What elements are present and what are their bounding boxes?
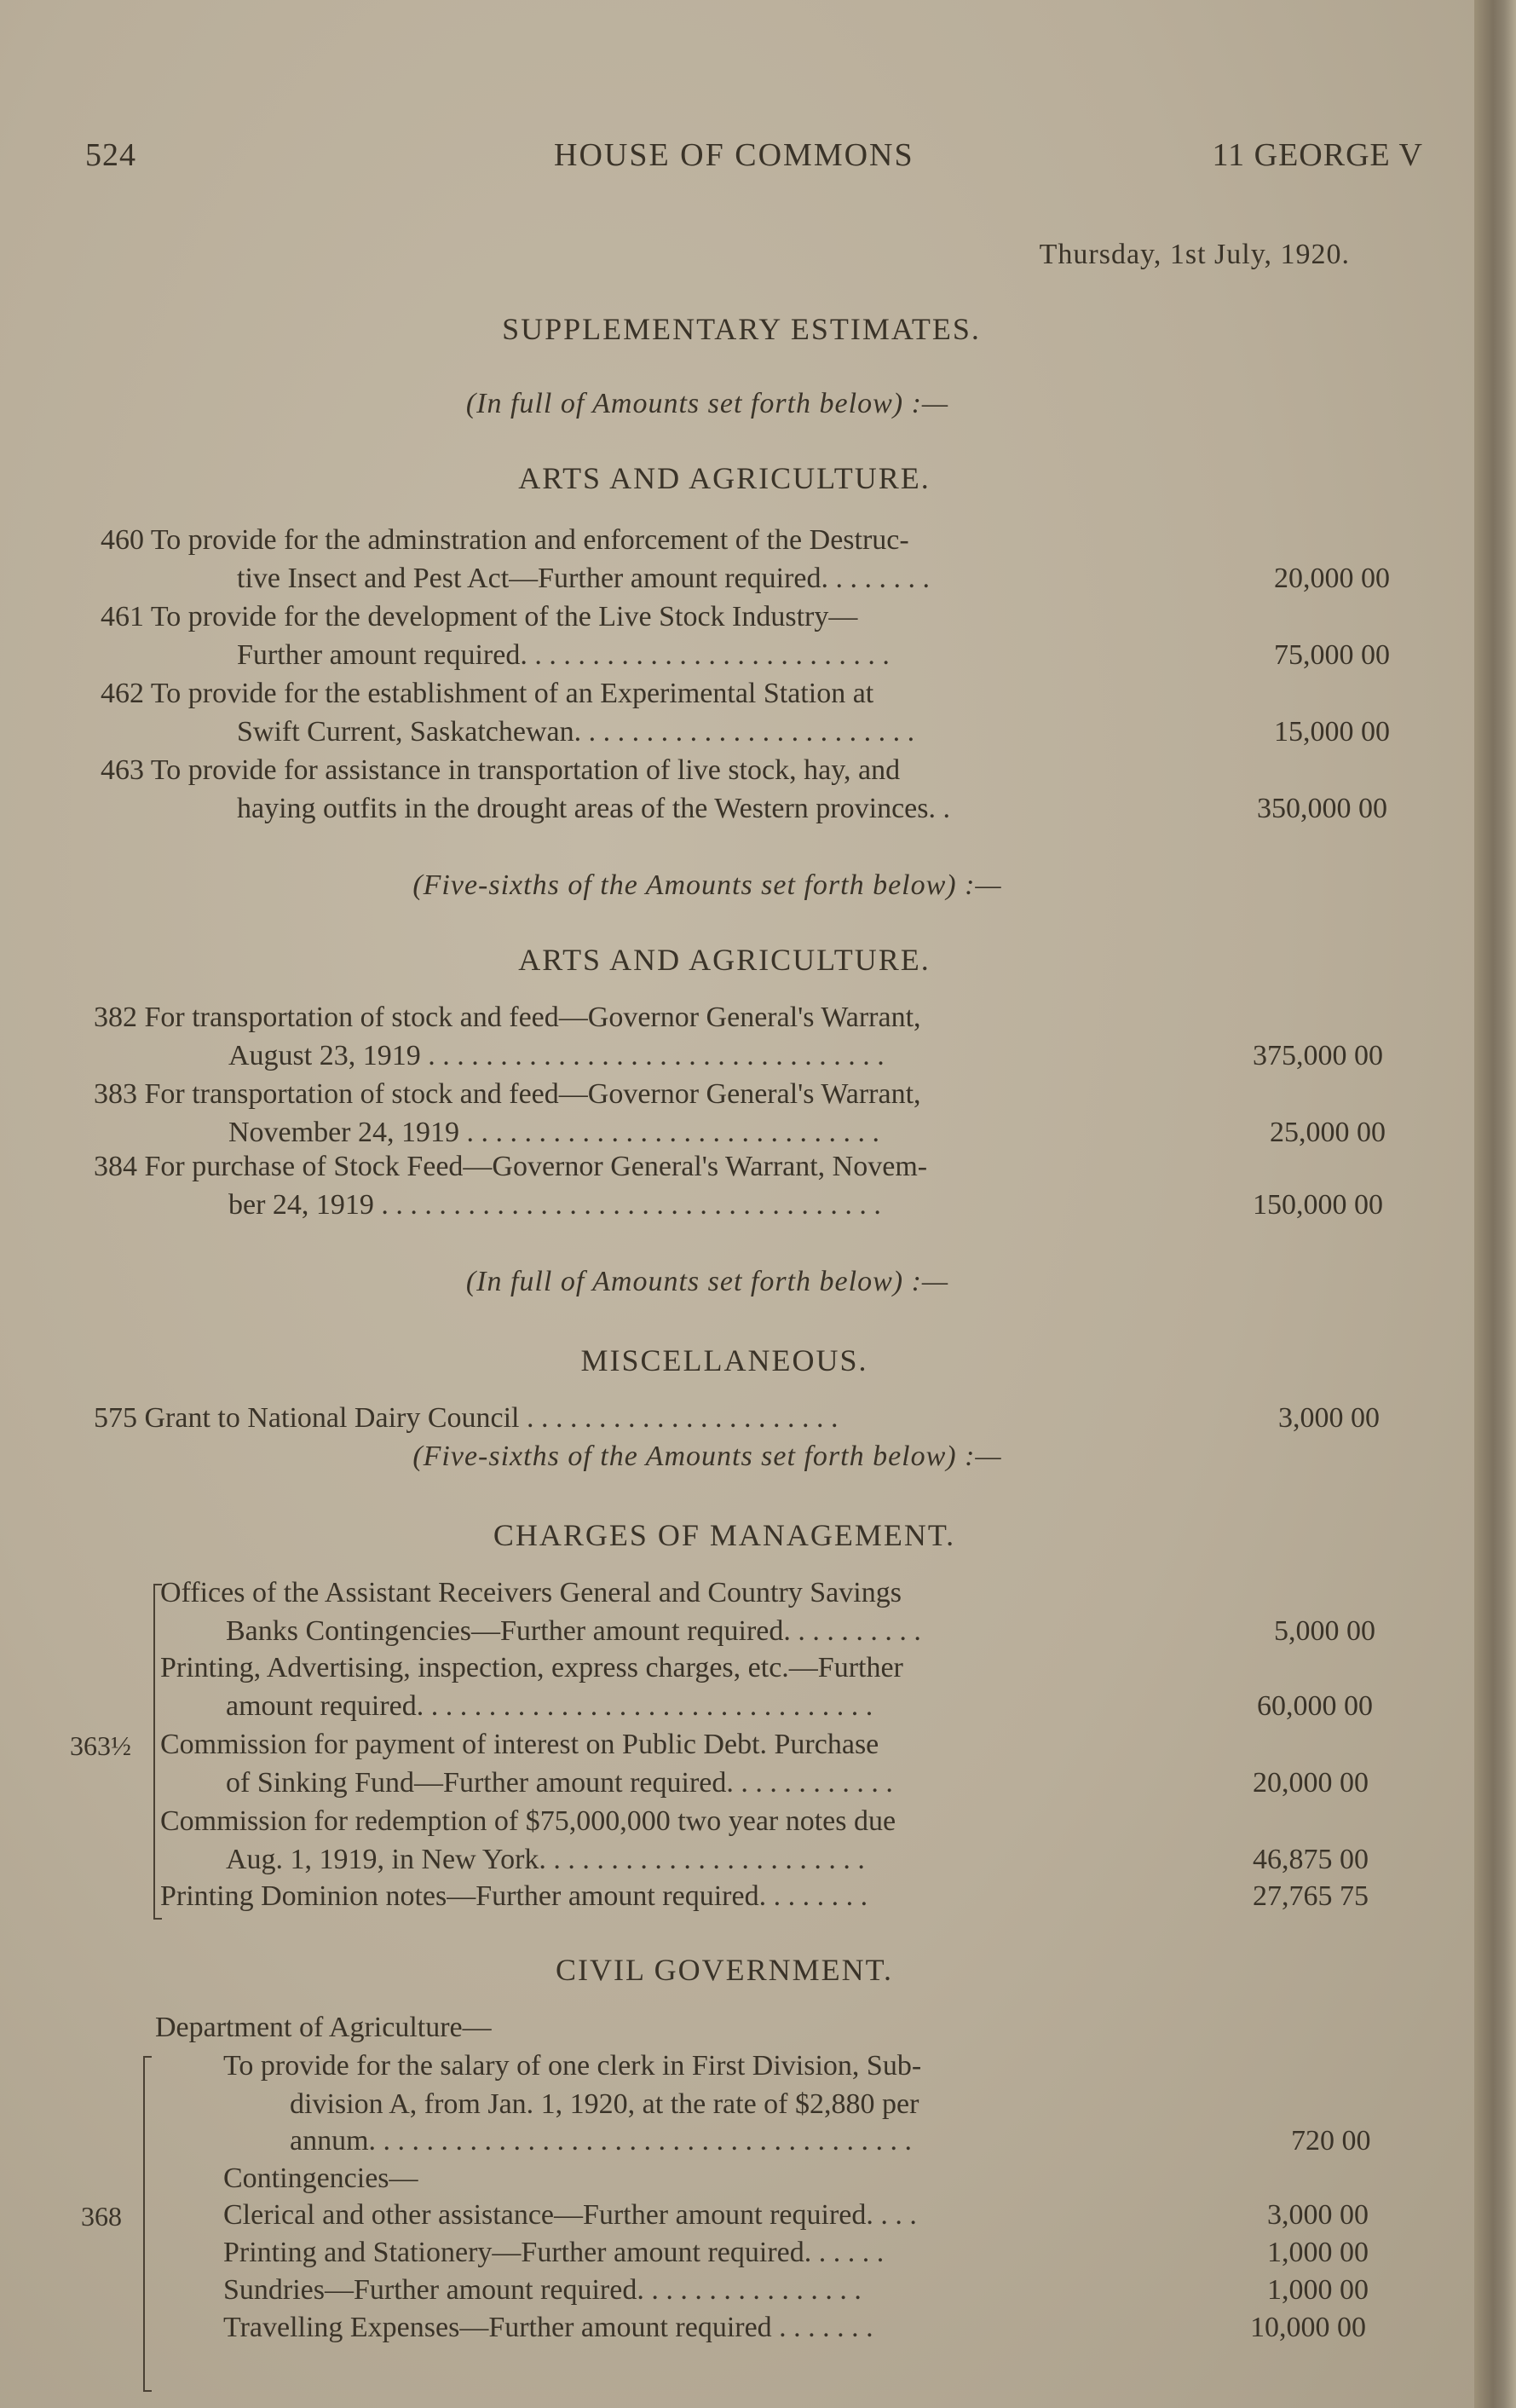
group-bracket bbox=[143, 2056, 152, 2392]
item-amount: 1,000 00 bbox=[1267, 2274, 1369, 2306]
book-gutter bbox=[1474, 0, 1516, 2408]
item-amount: 27,765 75 bbox=[1253, 1880, 1369, 1912]
department-label: Department of Agriculture— bbox=[155, 2012, 492, 2043]
item-amount: 350,000 00 bbox=[1257, 793, 1387, 824]
item-amount: 375,000 00 bbox=[1253, 1040, 1383, 1071]
item-amount: 1,000 00 bbox=[1267, 2237, 1369, 2268]
vote-number: 368 bbox=[81, 2201, 122, 2232]
section4-title: CHARGES OF MANAGEMENT. bbox=[493, 1518, 956, 1552]
item-amount: 75,000 00 bbox=[1274, 639, 1390, 671]
section1-subheading: (In full of Amounts set forth below) :— bbox=[465, 388, 949, 419]
section2-subheading: (Five-sixths of the Amounts set forth below) :— bbox=[412, 869, 1002, 901]
item-amount: 25,000 00 bbox=[1270, 1117, 1386, 1148]
section4-subheading: (Five-sixths of the Amounts set forth below) :— bbox=[412, 1441, 1002, 1472]
item-amount: 60,000 00 bbox=[1257, 1690, 1373, 1722]
contingencies-label: Contingencies— bbox=[223, 2163, 418, 2194]
header-title: HOUSE OF COMMONS bbox=[554, 137, 914, 173]
item-amount: 20,000 00 bbox=[1253, 1767, 1369, 1799]
page-number: 524 bbox=[85, 137, 136, 173]
item-amount: 150,000 00 bbox=[1253, 1189, 1383, 1221]
item-amount: 3,000 00 bbox=[1267, 2199, 1369, 2231]
vote-number: 363½ bbox=[70, 1730, 131, 1761]
section3-subheading: (In full of Amounts set forth below) :— bbox=[465, 1266, 949, 1297]
item-amount: 10,000 00 bbox=[1250, 2312, 1366, 2343]
header-reign: 11 GEORGE V bbox=[1212, 137, 1423, 173]
main-heading: SUPPLEMENTARY ESTIMATES. bbox=[502, 312, 981, 346]
item-amount: 720 00 bbox=[1291, 2125, 1371, 2157]
item-amount: 46,875 00 bbox=[1253, 1844, 1369, 1875]
item-amount: 15,000 00 bbox=[1274, 716, 1390, 748]
section2-title: ARTS AND AGRICULTURE. bbox=[518, 943, 931, 977]
section3-title: MISCELLANEOUS. bbox=[580, 1343, 868, 1377]
item-amount: 20,000 00 bbox=[1274, 563, 1390, 594]
section1-title: ARTS AND AGRICULTURE. bbox=[518, 461, 931, 495]
item-amount: 3,000 00 bbox=[1278, 1402, 1380, 1434]
section5-title: CIVIL GOVERNMENT. bbox=[556, 1953, 893, 1987]
item-amount: 5,000 00 bbox=[1274, 1615, 1375, 1647]
sitting-date: Thursday, 1st July, 1920. bbox=[1039, 239, 1350, 270]
running-header bbox=[85, 136, 1423, 179]
